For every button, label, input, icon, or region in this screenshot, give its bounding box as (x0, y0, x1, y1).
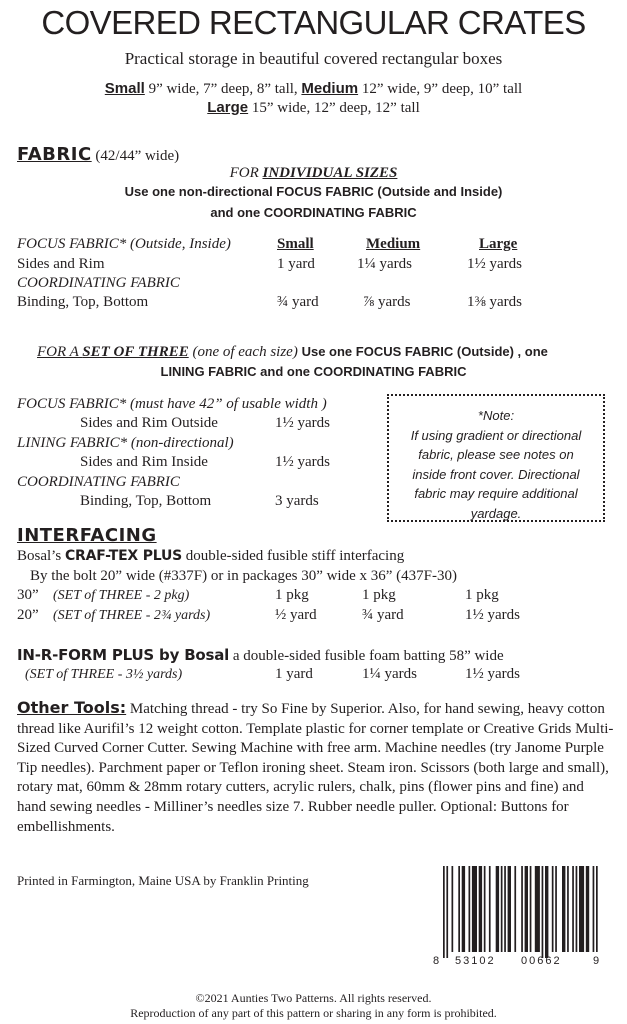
interfacing-size: 30” (17, 587, 39, 603)
interfacing-cell-medium: 1 pkg (362, 587, 396, 603)
interfacing-cell-large: 1 pkg (465, 587, 499, 603)
barcode-bar (504, 866, 506, 952)
fabric-cell-large: 1⅜ yards (467, 294, 522, 310)
barcode-bar (579, 866, 584, 952)
size-small-label: Small (104, 80, 145, 97)
set-row-label: COORDINATING FABRIC (17, 474, 180, 490)
foam-post: a double-sided fusible foam batting 58” wide (229, 648, 504, 664)
fabric-row-label: Sides and Rim (17, 256, 105, 272)
barcode-bar (552, 866, 554, 952)
barcode-digit-left: 8 (433, 955, 440, 967)
barcode-bar (593, 866, 595, 952)
note-line: *Note: (477, 408, 515, 423)
barcode-bar (530, 866, 532, 952)
individual-prefix: FOR (229, 165, 263, 181)
fabric-row-label: FOCUS FABRIC* (Outside, Inside) (17, 236, 231, 252)
other-tools-paragraph (17, 698, 615, 837)
barcode-bar (521, 866, 523, 952)
barcode-bar (462, 866, 465, 952)
note-line: yardage. (470, 505, 522, 521)
barcode-bar (555, 866, 557, 952)
interfacing-pre: Bosal’s (17, 548, 65, 564)
barcode-bar (484, 866, 486, 952)
set-row-value: 1½ yards (275, 454, 330, 470)
size-large-dims: 15” wide, 12” deep, 12” tall (248, 100, 420, 116)
fabric-cell-small: 1 yard (277, 256, 315, 272)
barcode-bar (545, 866, 548, 958)
other-tools-text: Matching thread - try So Fine by Superior. Also, for hand sewing, heavy cotton thread like Aurifil’s 12 weight cotton. Template plastic for corner template or Creative Grids Multi-Sized Curved Corner Cutter. Sewing Machine with free arm. Machine needles (try Janome Purple Tip needles). Parchment paper or Teflon ironing sheet. Steam iron. Scissors (both large and small), rotary mat, 60mm & 28mm rotary cutters, acrylic rulers, chalk, pins (flower pins and fine) and hand sewing needles - Milliner’s needles size 7. Rubber needle puller. Optional: Buttons for embellishments. (17, 701, 614, 835)
interfacing-post: double-sided fusible stiff interfacing (182, 548, 405, 564)
printed-in: Printed in Farmington, Maine USA by Franklin Printing (17, 873, 309, 888)
fabric-heading-line (17, 144, 179, 165)
foam-line (17, 646, 504, 665)
note-box (387, 394, 605, 522)
individual-emph: INDIVIDUAL SIZES (262, 165, 398, 181)
footer-copyright: ©2021 Aunties Two Patterns. All rights reserved. (195, 991, 432, 1005)
page-title: COVERED RECTANGULAR CRATES (41, 4, 586, 41)
fabric-cell-medium: ⅞ yards (363, 294, 411, 310)
size-medium-dims: 12” wide, 9” deep, 10” tall (358, 81, 523, 97)
barcode-bar (489, 866, 491, 952)
barcode-bar (452, 866, 454, 952)
barcode-bar (572, 866, 574, 952)
size-line-1 (0, 80, 627, 98)
foam-cell-large: 1½ yards (465, 666, 520, 682)
barcode-bar (535, 866, 540, 952)
set-of-three-line-2: LINING FABRIC and one COORDINATING FABRIC (160, 364, 467, 379)
barcode-group-2: 00662 (521, 955, 562, 967)
foam-brand: IN-R-FORM PLUS by Bosal (17, 646, 230, 664)
barcode-bar (496, 866, 499, 952)
interfacing-cell-medium: ¾ yard (362, 607, 404, 623)
note-text (389, 406, 603, 523)
interfacing-set: (SET of THREE - 2¾ yards) (53, 608, 211, 623)
size-line-2 (0, 99, 627, 117)
interfacing-set: (SET of THREE - 2 pkg) (53, 588, 190, 603)
individual-line-2: and one COORDINATING FABRIC (210, 205, 417, 220)
individual-sizes-heading (0, 165, 627, 182)
interfacing-line-1 (17, 548, 404, 565)
fabric-row-label: Binding, Top, Bottom (17, 294, 149, 310)
interfacing-line-2: By the bolt 20” wide (#337F) or in packages 30” wide x 36” (437F-30) (30, 568, 457, 584)
set-row-label: Sides and Rim Inside (80, 454, 208, 470)
barcode-bar (576, 866, 578, 952)
interfacing-size: 20” (17, 607, 39, 623)
barcode-bar (508, 866, 511, 952)
size-large-label: Large (207, 99, 249, 116)
footer-reproduction: Reproduction of any part of this pattern or sharing in any form is prohibited. (130, 1006, 497, 1020)
set-emph: SET OF THREE (82, 344, 189, 360)
set-prefix: FOR A (37, 344, 83, 360)
barcode-bar (501, 866, 503, 952)
barcode-bar (458, 866, 460, 952)
set-line-1: Use one FOCUS FABRIC (Outside) , one (301, 344, 548, 359)
fabric-cell-large: 1½ yards (467, 256, 522, 272)
individual-line-1: Use one non-directional FOCUS FABRIC (Outside and Inside) (124, 184, 503, 199)
set-row-label: Binding, Top, Bottom (80, 493, 212, 509)
foam-set: (SET of THREE - 3½ yards) (25, 667, 183, 682)
barcode-bars (433, 864, 601, 968)
note-line: inside front cover. Directional (412, 466, 580, 482)
set-row-value: 3 yards (275, 493, 319, 509)
barcode (433, 864, 601, 968)
barcode-bar (469, 866, 471, 952)
fabric-cell-medium: 1¼ yards (357, 256, 412, 272)
set-of-three-line-1 (37, 343, 548, 361)
fabric-width-note: (42/44” wide) (91, 148, 180, 164)
note-line: fabric may require additional (414, 486, 578, 501)
size-medium-label: Medium (301, 80, 359, 97)
barcode-bar (443, 866, 445, 958)
set-row-label: Sides and Rim Outside (80, 415, 218, 431)
fabric-heading: FABRIC (17, 144, 92, 165)
barcode-bar (542, 866, 544, 958)
barcode-bar (567, 866, 569, 952)
set-row-label: LINING FABRIC* (non-directional) (17, 435, 234, 451)
barcode-bar (472, 866, 477, 952)
barcode-digit-right: 9 (593, 955, 600, 967)
col-header-medium: Medium (366, 236, 421, 252)
fabric-row-label: COORDINATING FABRIC (17, 275, 180, 291)
interfacing-heading: INTERFACING (17, 525, 157, 546)
set-paren: (one of each size) (188, 344, 302, 360)
barcode-bar (514, 866, 516, 952)
foam-cell-medium: 1¼ yards (362, 666, 417, 682)
other-tools-heading: Other Tools: (17, 698, 127, 717)
page-subtitle: Practical storage in beautiful covered rectangular boxes (124, 49, 503, 68)
size-small-dims: 9” wide, 7” deep, 8” tall, (144, 81, 302, 97)
set-row-value: 1½ yards (275, 415, 330, 431)
barcode-bar (525, 866, 528, 952)
fabric-cell-small: ¾ yard (277, 294, 319, 310)
col-header-large: Large (479, 236, 518, 252)
col-header-small: Small (277, 236, 314, 252)
barcode-bar (446, 866, 448, 958)
interfacing-cell-large: 1½ yards (465, 607, 520, 623)
barcode-group-1: 53102 (455, 955, 496, 967)
interfacing-cell-small: 1 pkg (275, 587, 309, 603)
foam-cell-small: 1 yard (275, 666, 313, 682)
barcode-bar (479, 866, 482, 952)
note-line: If using gradient or directional (410, 427, 582, 443)
barcode-bar (596, 866, 598, 952)
interfacing-cell-small: ½ yard (275, 607, 317, 623)
barcode-bar (586, 866, 589, 952)
set-row-label: FOCUS FABRIC* (must have 42” of usable width ) (17, 396, 327, 412)
barcode-bar (562, 866, 565, 952)
interfacing-brand: CRAF-TEX PLUS (64, 548, 183, 564)
note-line: fabric, please see notes on (418, 447, 574, 462)
